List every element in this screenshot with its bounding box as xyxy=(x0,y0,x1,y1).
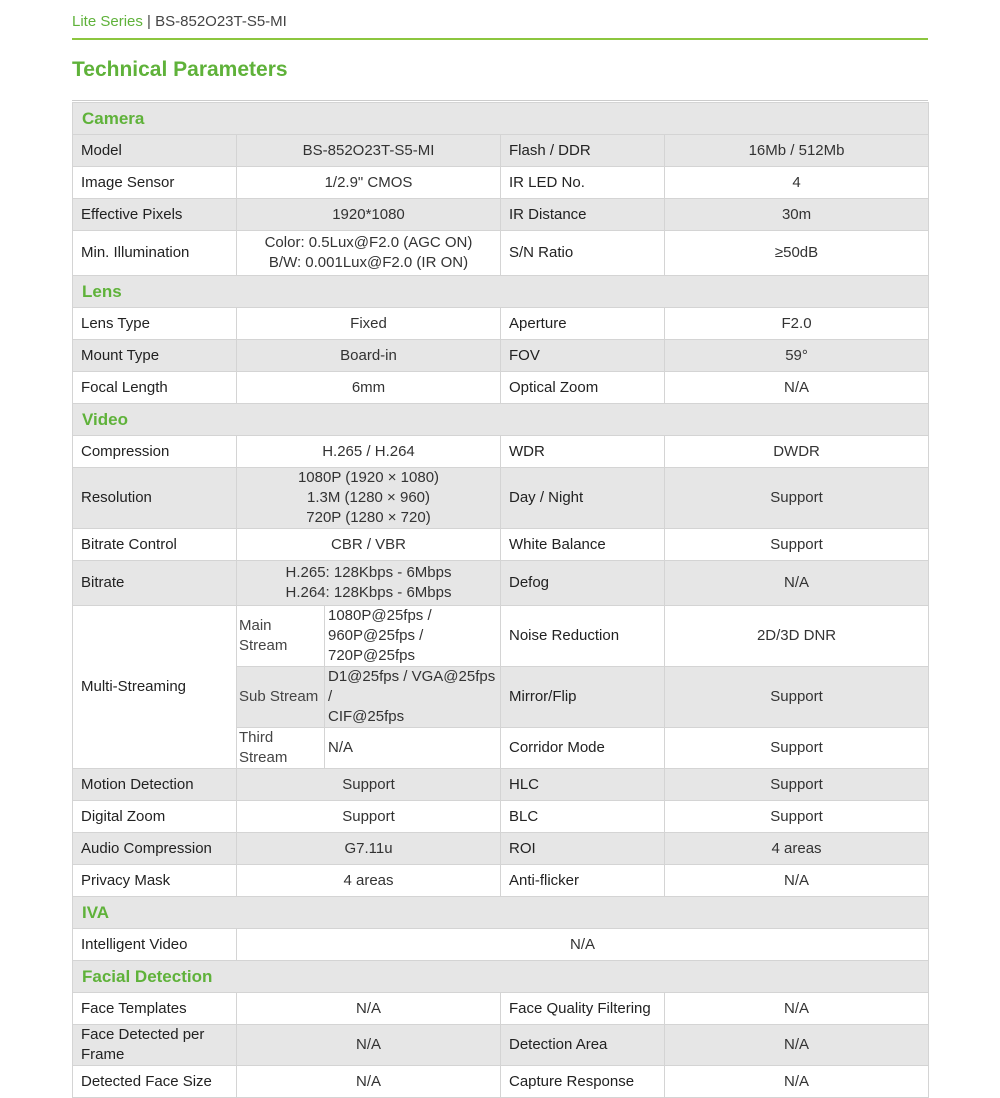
section-heading: Lens xyxy=(73,276,929,308)
param-value: Fixed xyxy=(237,308,501,340)
section-facial-detection xyxy=(73,961,929,993)
param-label: Aperture xyxy=(501,308,665,340)
section-heading: Video xyxy=(73,404,929,436)
value-line: D1@25fps / VGA@25fps / xyxy=(328,668,496,705)
param-label: FOV xyxy=(501,340,665,372)
param-label: Noise Reduction xyxy=(501,606,665,667)
param-value: Support xyxy=(665,529,929,561)
param-value: 4 xyxy=(665,167,929,199)
table-row xyxy=(73,606,929,667)
param-label: S/N Ratio xyxy=(501,231,665,276)
stream-value xyxy=(325,606,501,667)
label-line: Face Detected per xyxy=(81,1026,205,1043)
param-label: Face Templates xyxy=(73,993,237,1025)
param-value xyxy=(237,231,501,276)
value-line: 960P@25fps / 720P@25fps xyxy=(328,627,424,664)
param-label xyxy=(73,1025,237,1066)
param-value: 1920*1080 xyxy=(237,199,501,231)
value-line: 1080P@25fps / xyxy=(328,607,432,624)
table-row xyxy=(73,372,929,404)
param-label: Capture Response xyxy=(501,1066,665,1098)
value-line: 1.3M (1280 × 960) xyxy=(307,489,430,506)
param-value: N/A xyxy=(665,372,929,404)
param-value: N/A xyxy=(237,1066,501,1098)
table-row xyxy=(73,769,929,801)
param-value: Support xyxy=(665,468,929,529)
header-separator: | xyxy=(147,13,151,30)
stream-value: N/A xyxy=(325,728,501,769)
stream-label: Sub Stream xyxy=(237,667,325,728)
table-row xyxy=(73,1025,929,1066)
spec-table xyxy=(72,102,929,1098)
stream-value xyxy=(325,667,501,728)
param-label: Motion Detection xyxy=(73,769,237,801)
param-label: Corridor Mode xyxy=(501,728,665,769)
value-line: H.265: 128Kbps - 6Mbps xyxy=(285,564,452,581)
param-value: CBR / VBR xyxy=(237,529,501,561)
value-line: 720P (1280 × 720) xyxy=(306,509,431,526)
table-row xyxy=(73,231,929,276)
param-label: Audio Compression xyxy=(73,833,237,865)
param-value: N/A xyxy=(665,1066,929,1098)
table-row xyxy=(73,1066,929,1098)
param-label: Detected Face Size xyxy=(73,1066,237,1098)
param-label: Face Quality Filtering xyxy=(501,993,665,1025)
header-model: BS-852O23T-S5-MI xyxy=(155,13,287,30)
param-label: Mount Type xyxy=(73,340,237,372)
param-label: Bitrate xyxy=(73,561,237,606)
param-label: Intelligent Video xyxy=(73,929,237,961)
param-value: 1/2.9" CMOS xyxy=(237,167,501,199)
param-value xyxy=(237,468,501,529)
param-value: Support xyxy=(237,769,501,801)
param-value: 59° xyxy=(665,340,929,372)
param-value: F2.0 xyxy=(665,308,929,340)
param-value: N/A xyxy=(237,993,501,1025)
param-label: IR Distance xyxy=(501,199,665,231)
param-value: BS-852O23T-S5-MI xyxy=(237,135,501,167)
param-value: N/A xyxy=(665,1025,929,1066)
section-camera xyxy=(73,103,929,135)
table-row xyxy=(73,993,929,1025)
param-label: Image Sensor xyxy=(73,167,237,199)
section-lens xyxy=(73,276,929,308)
table-row xyxy=(73,833,929,865)
param-value: 4 areas xyxy=(237,865,501,897)
table-row xyxy=(73,529,929,561)
param-value: Support xyxy=(237,801,501,833)
table-row xyxy=(73,340,929,372)
param-label: Effective Pixels xyxy=(73,199,237,231)
param-label: Min. Illumination xyxy=(73,231,237,276)
value-line: Color: 0.5Lux@F2.0 (AGC ON) xyxy=(264,234,473,251)
param-value: Support xyxy=(665,801,929,833)
param-value: N/A xyxy=(665,561,929,606)
param-value: N/A xyxy=(665,993,929,1025)
table-row xyxy=(73,865,929,897)
param-label: Multi-Streaming xyxy=(73,606,237,769)
param-label: Compression xyxy=(73,436,237,468)
param-label: IR LED No. xyxy=(501,167,665,199)
series-name: Lite Series xyxy=(72,13,143,30)
param-label: Resolution xyxy=(73,468,237,529)
value-line: B/W: 0.001Lux@F2.0 (IR ON) xyxy=(268,254,469,271)
param-label: Day / Night xyxy=(501,468,665,529)
page-header xyxy=(72,10,928,40)
value-line: H.264: 128Kbps - 6Mbps xyxy=(285,584,452,601)
table-row xyxy=(73,929,929,961)
table-row xyxy=(73,468,929,529)
table-row xyxy=(73,801,929,833)
param-label: Optical Zoom xyxy=(501,372,665,404)
param-label: HLC xyxy=(501,769,665,801)
param-value: 6mm xyxy=(237,372,501,404)
param-value: 30m xyxy=(665,199,929,231)
value-line: 1080P (1920 × 1080) xyxy=(297,469,440,486)
param-value: 16Mb / 512Mb xyxy=(665,135,929,167)
section-iva xyxy=(73,897,929,929)
param-label: White Balance xyxy=(501,529,665,561)
param-value: N/A xyxy=(237,1025,501,1066)
param-label: Focal Length xyxy=(73,372,237,404)
param-value: H.265 / H.264 xyxy=(237,436,501,468)
param-label: Digital Zoom xyxy=(73,801,237,833)
label-line: Frame xyxy=(81,1046,125,1063)
param-value: Support xyxy=(665,769,929,801)
table-row xyxy=(73,135,929,167)
param-value: Board-in xyxy=(237,340,501,372)
table-row xyxy=(73,561,929,606)
param-value xyxy=(237,561,501,606)
param-value: G7.11u xyxy=(237,833,501,865)
param-label: Mirror/Flip xyxy=(501,667,665,728)
param-label: Lens Type xyxy=(73,308,237,340)
table-row xyxy=(73,308,929,340)
section-heading: Facial Detection xyxy=(73,961,929,993)
param-value: 2D/3D DNR xyxy=(665,606,929,667)
param-label: Detection Area xyxy=(501,1025,665,1066)
param-label: Bitrate Control xyxy=(73,529,237,561)
stream-label: Third Stream xyxy=(237,728,325,769)
table-row xyxy=(73,199,929,231)
section-video xyxy=(73,404,929,436)
param-value: Support xyxy=(665,667,929,728)
param-label: Flash / DDR xyxy=(501,135,665,167)
param-value: ≥50dB xyxy=(665,231,929,276)
table-row xyxy=(73,436,929,468)
section-heading: IVA xyxy=(73,897,929,929)
param-value: Support xyxy=(665,728,929,769)
param-value: N/A xyxy=(237,929,929,961)
param-label: Model xyxy=(73,135,237,167)
stream-label: Main Stream xyxy=(237,606,325,667)
section-heading: Camera xyxy=(73,103,929,135)
table-row xyxy=(73,167,929,199)
param-label: ROI xyxy=(501,833,665,865)
value-line: CIF@25fps xyxy=(328,708,405,725)
param-label: Privacy Mask xyxy=(73,865,237,897)
param-value: N/A xyxy=(665,865,929,897)
param-label: BLC xyxy=(501,801,665,833)
param-label: WDR xyxy=(501,436,665,468)
page-title: Technical Parameters xyxy=(72,58,288,81)
param-label: Anti-flicker xyxy=(501,865,665,897)
title-divider xyxy=(72,100,928,101)
param-value: 4 areas xyxy=(665,833,929,865)
param-value: DWDR xyxy=(665,436,929,468)
param-label: Defog xyxy=(501,561,665,606)
